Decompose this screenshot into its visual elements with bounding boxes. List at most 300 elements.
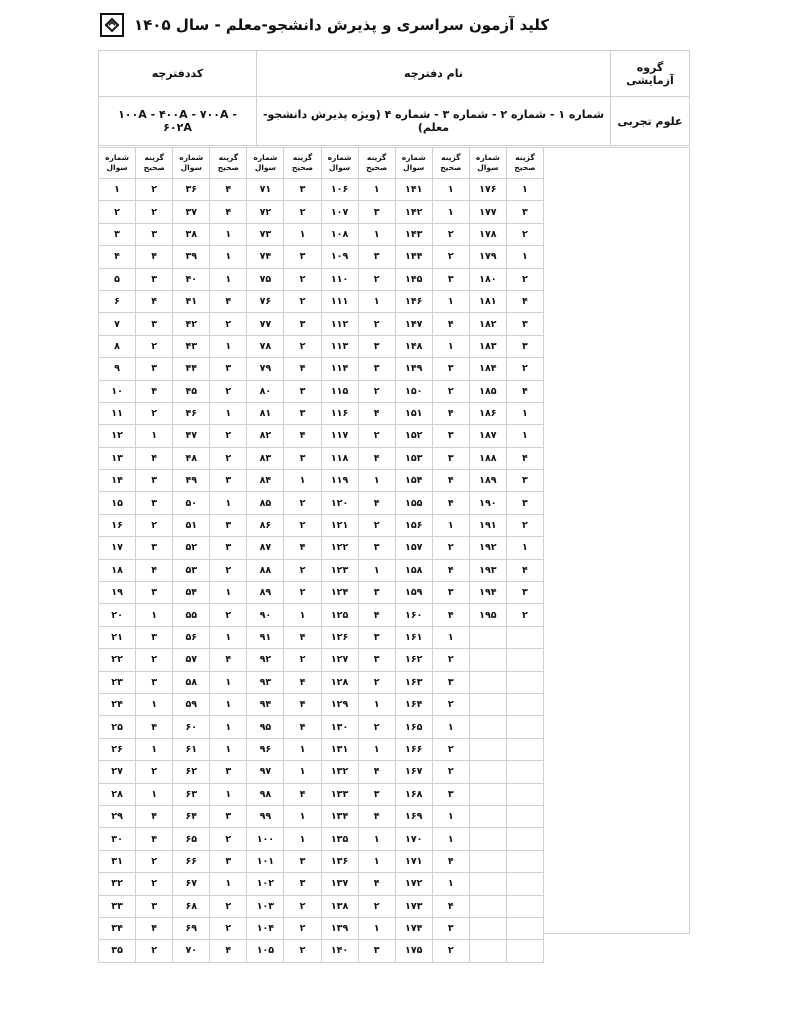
question-number: ۳۶ [173,179,210,201]
correct-answer: ۴ [284,783,321,805]
correct-answer: ۲ [136,649,173,671]
correct-answer: ۱ [506,425,543,447]
correct-answer: ۴ [210,201,247,223]
correct-answer: ۲ [432,223,469,245]
correct-answer: ۳ [136,582,173,604]
empty-cell [469,783,506,805]
correct-answer: ۴ [136,828,173,850]
empty-cell [506,626,543,648]
question-number: ۱۶۸ [395,783,432,805]
correct-answer: ۱ [284,828,321,850]
question-number: ۷۹ [247,358,284,380]
question-number: ۱۷۲ [395,873,432,895]
question-number: ۱۰۹ [321,246,358,268]
question-number: ۲۲ [99,649,136,671]
question-number: ۱۸۱ [469,290,506,312]
empty-cell [469,649,506,671]
question-number: ۱۵۵ [395,492,432,514]
correct-answer: ۳ [432,671,469,693]
answer-col-header: گزینه صحیح [358,148,395,179]
question-number: ۱۷۶ [469,179,506,201]
table-row [99,223,544,245]
correct-answer: ۳ [432,783,469,805]
question-number: ۱۶۱ [395,626,432,648]
question-number: ۹۸ [247,783,284,805]
question-number: ۱۱۸ [321,447,358,469]
question-number: ۱۳۸ [321,895,358,917]
question-number: ۱۴۰ [321,940,358,962]
correct-answer: ۴ [358,492,395,514]
answer-col-header: گزینه صحیح [210,148,247,179]
question-number: ۳۲ [99,873,136,895]
correct-answer: ۲ [136,850,173,872]
correct-answer: ۳ [284,179,321,201]
correct-answer: ۳ [432,917,469,939]
question-number: ۱۸۲ [469,313,506,335]
correct-answer: ۳ [210,514,247,536]
correct-answer: ۳ [136,358,173,380]
correct-answer: ۱ [358,470,395,492]
question-number: ۱۴۴ [395,246,432,268]
question-number: ۱۰۰ [247,828,284,850]
question-number: ۱۶۷ [395,761,432,783]
correct-answer: ۱ [210,873,247,895]
question-number: ۱۹ [99,582,136,604]
correct-answer: ۲ [136,335,173,357]
answer-col-header: گزینه صحیح [136,148,173,179]
correct-answer: ۲ [210,895,247,917]
correct-answer: ۱ [506,246,543,268]
correct-answer: ۴ [136,805,173,827]
question-number: ۶۸ [173,895,210,917]
question-number: ۹۲ [247,649,284,671]
table-row [99,537,544,559]
question-number: ۸۸ [247,559,284,581]
question-number: ۱۵۹ [395,582,432,604]
question-number: ۱۰۴ [247,917,284,939]
question-number: ۶ [99,290,136,312]
question-col-header: شماره سوال [173,148,210,179]
correct-answer: ۴ [358,447,395,469]
question-number: ۱۲۸ [321,671,358,693]
question-number: ۲ [99,201,136,223]
correct-answer: ۱ [432,514,469,536]
table-row [99,716,544,738]
question-number: ۱۰۶ [321,179,358,201]
correct-answer: ۱ [284,761,321,783]
correct-answer: ۱ [284,223,321,245]
question-number: ۱۸۸ [469,447,506,469]
question-number: ۴۴ [173,358,210,380]
empty-cell [506,649,543,671]
correct-answer: ۳ [284,402,321,424]
question-number: ۱۸۵ [469,380,506,402]
question-number: ۱۷۸ [469,223,506,245]
correct-answer: ۱ [210,402,247,424]
question-number: ۳۸ [173,223,210,245]
correct-answer: ۲ [136,873,173,895]
question-number: ۱۷۳ [395,895,432,917]
question-number: ۱۸۴ [469,358,506,380]
correct-answer: ۱ [210,693,247,715]
question-number: ۹۹ [247,805,284,827]
correct-answer: ۴ [284,358,321,380]
correct-answer: ۴ [210,179,247,201]
correct-answer: ۱ [358,693,395,715]
question-number: ۱۳۶ [321,850,358,872]
question-number: ۴۱ [173,290,210,312]
correct-answer: ۲ [432,246,469,268]
correct-answer: ۲ [432,380,469,402]
correct-answer: ۴ [136,290,173,312]
question-number: ۸ [99,335,136,357]
question-number: ۸۹ [247,582,284,604]
question-number: ۷۲ [247,201,284,223]
table-row [99,828,544,850]
empty-cell [506,895,543,917]
correct-answer: ۳ [506,313,543,335]
question-col-header: شماره سوال [469,148,506,179]
correct-answer: ۲ [506,604,543,626]
empty-cell [506,940,543,962]
question-number: ۱۹۱ [469,514,506,536]
correct-answer: ۱ [136,693,173,715]
question-col-header: شماره سوال [395,148,432,179]
question-number: ۷۳ [247,223,284,245]
question-number: ۱۴۲ [395,201,432,223]
question-number: ۱۷۵ [395,940,432,962]
correct-answer: ۳ [136,895,173,917]
question-number: ۱۳ [99,447,136,469]
correct-answer: ۲ [284,649,321,671]
answer-key-table [98,147,544,963]
correct-answer: ۱ [210,783,247,805]
question-number: ۴۵ [173,380,210,402]
correct-answer: ۲ [284,492,321,514]
question-number: ۲۷ [99,761,136,783]
booklet-name-value: شماره ۱ - شماره ۲ - شماره ۳ - شماره ۴ (ویژه پذیرش دانشجو-معلم) [257,97,611,146]
correct-answer: ۳ [136,223,173,245]
question-number: ۱۸۳ [469,335,506,357]
correct-answer: ۲ [210,917,247,939]
table-row [99,917,544,939]
table-row [99,380,544,402]
correct-answer: ۳ [210,850,247,872]
correct-answer: ۲ [432,940,469,962]
question-number: ۱۸۶ [469,402,506,424]
question-number: ۳ [99,223,136,245]
booklet-info-table [98,50,690,146]
table-row [99,805,544,827]
table-row [99,671,544,693]
correct-answer: ۴ [284,425,321,447]
correct-answer: ۱ [136,738,173,760]
correct-answer: ۲ [432,649,469,671]
correct-answer: ۲ [506,358,543,380]
correct-answer: ۲ [210,425,247,447]
question-number: ۱۱۰ [321,268,358,290]
correct-answer: ۱ [358,559,395,581]
correct-answer: ۲ [284,582,321,604]
question-number: ۷۱ [247,179,284,201]
correct-answer: ۳ [210,358,247,380]
correct-answer: ۳ [358,246,395,268]
table-row [99,693,544,715]
question-number: ۱۳۳ [321,783,358,805]
question-number: ۴ [99,246,136,268]
correct-answer: ۱ [432,828,469,850]
correct-answer: ۱ [358,223,395,245]
table-row [99,335,544,357]
correct-answer: ۱ [284,470,321,492]
correct-answer: ۱ [284,604,321,626]
correct-answer: ۴ [432,492,469,514]
correct-answer: ۲ [284,559,321,581]
question-number: ۱۵۳ [395,447,432,469]
empty-cell [506,716,543,738]
table-row [99,268,544,290]
correct-answer: ۴ [210,940,247,962]
table-row [99,492,544,514]
correct-answer: ۳ [136,492,173,514]
question-number: ۱۲۰ [321,492,358,514]
correct-answer: ۴ [432,895,469,917]
correct-answer: ۳ [358,358,395,380]
question-number: ۵ [99,268,136,290]
question-number: ۲۹ [99,805,136,827]
correct-answer: ۲ [358,313,395,335]
correct-answer: ۳ [358,537,395,559]
question-number: ۱۶۰ [395,604,432,626]
question-number: ۸۵ [247,492,284,514]
question-number: ۲۰ [99,604,136,626]
question-number: ۸۶ [247,514,284,536]
question-number: ۱۶۲ [395,649,432,671]
question-number: ۱۷۱ [395,850,432,872]
question-number: ۷۷ [247,313,284,335]
empty-cell [469,761,506,783]
empty-cell [506,783,543,805]
empty-cell [506,805,543,827]
empty-cell [469,917,506,939]
correct-answer: ۲ [210,447,247,469]
correct-answer: ۱ [284,738,321,760]
correct-answer: ۲ [136,514,173,536]
correct-answer: ۲ [136,201,173,223]
correct-answer: ۴ [284,671,321,693]
correct-answer: ۲ [284,895,321,917]
question-number: ۱۱۴ [321,358,358,380]
question-number: ۲۱ [99,626,136,648]
correct-answer: ۳ [432,447,469,469]
question-col-header: شماره سوال [247,148,284,179]
question-number: ۱۷۴ [395,917,432,939]
empty-cell [506,917,543,939]
question-number: ۱۴۹ [395,358,432,380]
page-title: کلید آزمون سراسری و پذیرش دانشجو-معلم - سال ۱۴۰۵ [134,16,550,34]
correct-answer: ۱ [432,873,469,895]
question-number: ۳۳ [99,895,136,917]
empty-cell [506,738,543,760]
question-number: ۱۵۶ [395,514,432,536]
question-number: ۱۵۴ [395,470,432,492]
question-number: ۶۹ [173,917,210,939]
page-header [100,12,691,38]
table-row [99,447,544,469]
question-number: ۶۲ [173,761,210,783]
correct-answer: ۲ [136,402,173,424]
correct-answer: ۱ [210,582,247,604]
question-number: ۱۴۳ [395,223,432,245]
question-number: ۹۷ [247,761,284,783]
question-number: ۱۳۱ [321,738,358,760]
correct-answer: ۳ [432,268,469,290]
correct-answer: ۱ [210,738,247,760]
correct-answer: ۴ [432,604,469,626]
correct-answer: ۱ [432,805,469,827]
correct-answer: ۲ [358,425,395,447]
correct-answer: ۴ [136,559,173,581]
question-number: ۱۷ [99,537,136,559]
correct-answer: ۱ [506,537,543,559]
empty-cell [469,693,506,715]
correct-answer: ۳ [432,582,469,604]
correct-answer: ۱ [506,179,543,201]
correct-answer: ۳ [210,537,247,559]
question-number: ۱۲۶ [321,626,358,648]
correct-answer: ۱ [358,828,395,850]
question-number: ۱۱۵ [321,380,358,402]
correct-answer: ۴ [358,402,395,424]
question-number: ۷۴ [247,246,284,268]
correct-answer: ۲ [210,828,247,850]
empty-cell [469,716,506,738]
table-row [99,179,544,201]
correct-answer: ۲ [284,917,321,939]
correct-answer: ۱ [136,604,173,626]
question-number: ۱۵۰ [395,380,432,402]
correct-answer: ۲ [284,201,321,223]
question-number: ۱۵۷ [395,537,432,559]
question-number: ۱۳۲ [321,761,358,783]
question-number: ۵۷ [173,649,210,671]
table-row [99,402,544,424]
correct-answer: ۱ [358,738,395,760]
question-number: ۷۰ [173,940,210,962]
correct-answer: ۱ [136,425,173,447]
question-number: ۹۱ [247,626,284,648]
correct-answer: ۲ [210,380,247,402]
correct-answer: ۳ [284,313,321,335]
table-row [99,761,544,783]
question-number: ۵۹ [173,693,210,715]
question-col-header: شماره سوال [321,148,358,179]
question-number: ۵۰ [173,492,210,514]
question-number: ۶۰ [173,716,210,738]
question-number: ۱۶۹ [395,805,432,827]
empty-cell [469,895,506,917]
question-number: ۱۲۳ [321,559,358,581]
table-row [99,604,544,626]
correct-answer: ۱ [432,716,469,738]
empty-cell [469,828,506,850]
table-row [99,425,544,447]
question-number: ۴۲ [173,313,210,335]
correct-answer: ۳ [136,626,173,648]
table-row [99,873,544,895]
correct-answer: ۴ [284,537,321,559]
table-row [99,559,544,581]
correct-answer: ۴ [506,447,543,469]
booklet-name-label: نام دفترچه [257,51,611,97]
question-number: ۳۹ [173,246,210,268]
question-number: ۱۱۷ [321,425,358,447]
correct-answer: ۲ [358,716,395,738]
correct-answer: ۳ [506,470,543,492]
correct-answer: ۴ [210,649,247,671]
table-row [99,358,544,380]
question-number: ۱۱۹ [321,470,358,492]
correct-answer: ۲ [358,514,395,536]
correct-answer: ۳ [358,649,395,671]
correct-answer: ۳ [358,582,395,604]
table-row [99,514,544,536]
question-number: ۱۳۴ [321,805,358,827]
correct-answer: ۲ [358,895,395,917]
question-number: ۹۰ [247,604,284,626]
question-number: ۳۰ [99,828,136,850]
question-number: ۶۶ [173,850,210,872]
question-number: ۳۷ [173,201,210,223]
question-number: ۹۵ [247,716,284,738]
correct-answer: ۴ [284,716,321,738]
question-number: ۱۰۷ [321,201,358,223]
group-value: علوم تجربی [611,97,690,146]
table-row [99,290,544,312]
correct-answer: ۱ [210,671,247,693]
question-number: ۳۴ [99,917,136,939]
question-number: ۱۷۷ [469,201,506,223]
correct-answer: ۳ [136,537,173,559]
correct-answer: ۱ [432,626,469,648]
correct-answer: ۳ [506,335,543,357]
question-number: ۱۸۰ [469,268,506,290]
correct-answer: ۳ [358,201,395,223]
question-number: ۱۸ [99,559,136,581]
correct-answer: ۴ [358,805,395,827]
question-number: ۱۳۹ [321,917,358,939]
correct-answer: ۴ [136,716,173,738]
question-number: ۸۳ [247,447,284,469]
correct-answer: ۱ [284,805,321,827]
table-row [99,313,544,335]
correct-answer: ۳ [136,313,173,335]
correct-answer: ۱ [506,402,543,424]
correct-answer: ۳ [358,335,395,357]
question-number: ۱۲۲ [321,537,358,559]
answer-col-header: گزینه صحیح [506,148,543,179]
question-number: ۱۵ [99,492,136,514]
correct-answer: ۴ [506,290,543,312]
correct-answer: ۳ [284,380,321,402]
question-number: ۱۳۰ [321,716,358,738]
correct-answer: ۴ [432,559,469,581]
question-number: ۲۵ [99,716,136,738]
empty-cell [469,626,506,648]
question-number: ۱۶۳ [395,671,432,693]
empty-cell [506,850,543,872]
correct-answer: ۲ [432,537,469,559]
